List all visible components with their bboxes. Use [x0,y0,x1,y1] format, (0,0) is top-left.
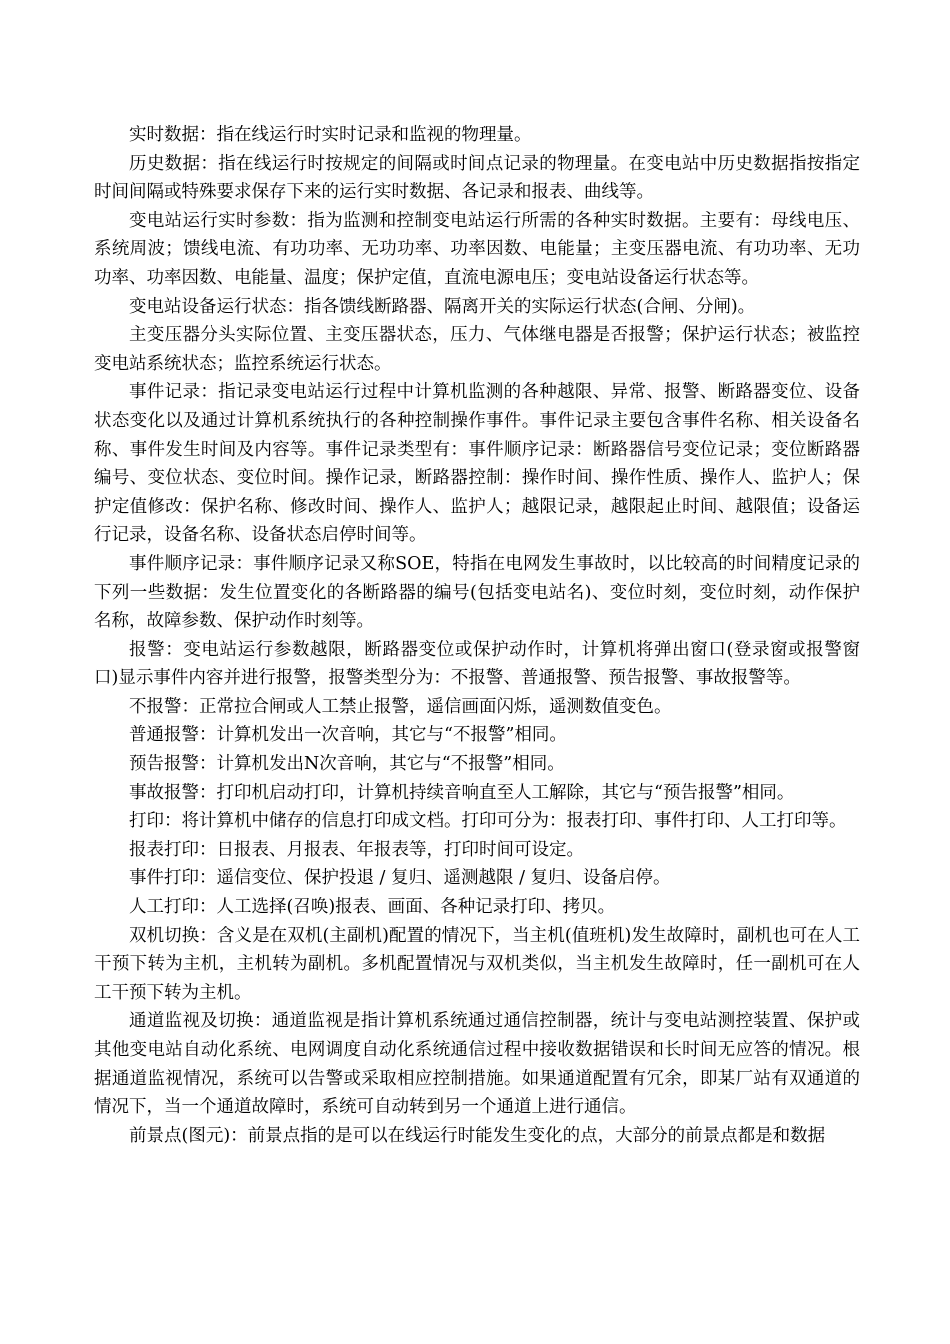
paragraph-equipment-status: 变电站设备运行状态：指各馈线断路器、隔离开关的实际运行状态(合闸、分闸)。 [129,296,756,317]
paragraph-realtime-data: 实时数据：指在线运行时实时记录和监视的物理量。 [129,125,532,145]
paragraph-accident-alarm: 事故报警：打印机启动打印，计算机持续音响直至人工解除，其它与“预告报警”相同。 [129,782,795,803]
paragraph-manual-print: 人工打印：人工选择(召唤)报表、画面、各种记录打印、拷贝。 [129,897,616,918]
paragraph-channel-monitor: 通道监视及切换：通道监视是指计算机系统通过通信控制器，统计与变电站测控装置、保护或其他变电站自动化系统、电网调度自动化系统通信过程中接收数据错误和长时间无应答的情况。根据通道监视情况，系统可以告警或采取相应控制措施。如果通道配置有冗余，即某厂站有双通道的情况下，当一个通道故障时，系统可自动转到另一个通道上进行通信。 [94,1011,860,1118]
paragraph-event-record: 事件记录：指记录变电站运行过程中计算机监测的各种越限、异常、报警、断路器变位、设备状态变化以及通过计算机系统执行的各种控制操作事件。事件记录主要包含事件名称、相关设备名称、事件发生时间及内容等。事件记录类型有：事件顺序记录：断路器信号变位记录；变位断路器编号、变位状态、变位时间。操作记录，断路器控制：操作时间、操作性质、操作人、监护人；保护定值修改：保护名称、修改时间、操作人、监护人；越限记录，越限起止时间、越限值；设备运行记录，设备名称、设备状态启停时间等。 [94,382,860,546]
paragraph-alarm: 报警：变电站运行参数越限，断路器变位或保护动作时，计算机将弹出窗口(登录窗或报警窗口)显示事件内容并进行报警，报警类型分为：不报警、普通报警、预告报警、事故报警等。 [94,639,860,689]
paragraph-print: 打印：将计算机中储存的信息打印成文档。打印可分为：报表打印、事件打印、人工打印等。 [129,811,847,832]
paragraph-warning-alarm: 预告报警：计算机发出N次音响，其它与“不报警”相同。 [129,754,565,775]
paragraph-event-print: 事件打印：遥信变位、保护投退 / 复归、遥测越限 / 复归、设备启停。 [129,868,671,889]
paragraph-dual-switch: 双机切换：含义是在双机(主副机)配置的情况下，当主机(值班机)发生故障时，副机也可在人工干预下转为主机，主机转为副机。多机配置情况与双机类似，当主机发生故障时，任一副机可在人工干预下转为主机。 [94,925,860,1003]
document-page [94,121,860,1150]
paragraph-normal-alarm: 普通报警：计算机发出一次音响，其它与“不报警”相同。 [129,725,567,746]
paragraph-transformer-status: 主变压器分头实际位置、主变压器状态，压力、气体继电器是否报警；保护运行状态；被监控变电站系统状态；监控系统运行状态。 [94,325,860,374]
paragraph-substation-params: 变电站运行实时参数：指为监测和控制变电站运行所需的各种实时数据。主要有：母线电压、系统周波；馈线电流、有功功率、无功功率、功率因数、电能量；主变压器电流、有功功率、无功功率、功率因数、电能量、温度；保护定值，直流电源电压；变电站设备运行状态等。 [94,210,860,288]
paragraph-report-print: 报表打印：日报表、月报表、年报表等，打印时间可设定。 [129,839,584,860]
paragraph-foreground-point: 前景点(图元)：前景点指的是可以在线运行时能发生变化的点，大部分的前景点都是和数据 [129,1125,826,1146]
paragraph-soe: 事件顺序记录：事件顺序记录又称SOE，特指在电网发生事故时，以比较高的时间精度记录的下列一些数据：发生位置变化的各断路器的编号(包括变电站名)、变位时刻，变位时刻，动作保护名称，故障参数、保护动作时刻等。 [94,553,860,632]
paragraph-history-data: 历史数据：指在线运行时按规定的间隔或时间点记录的物理量。在变电站中历史数据指按指定时间间隔或特殊要求保存下来的运行实时数据、各记录和报表、曲线等。 [94,153,860,203]
paragraph-no-alarm: 不报警：正常拉合闸或人工禁止报警，遥信画面闪烁，遥测数值变色。 [129,696,672,717]
